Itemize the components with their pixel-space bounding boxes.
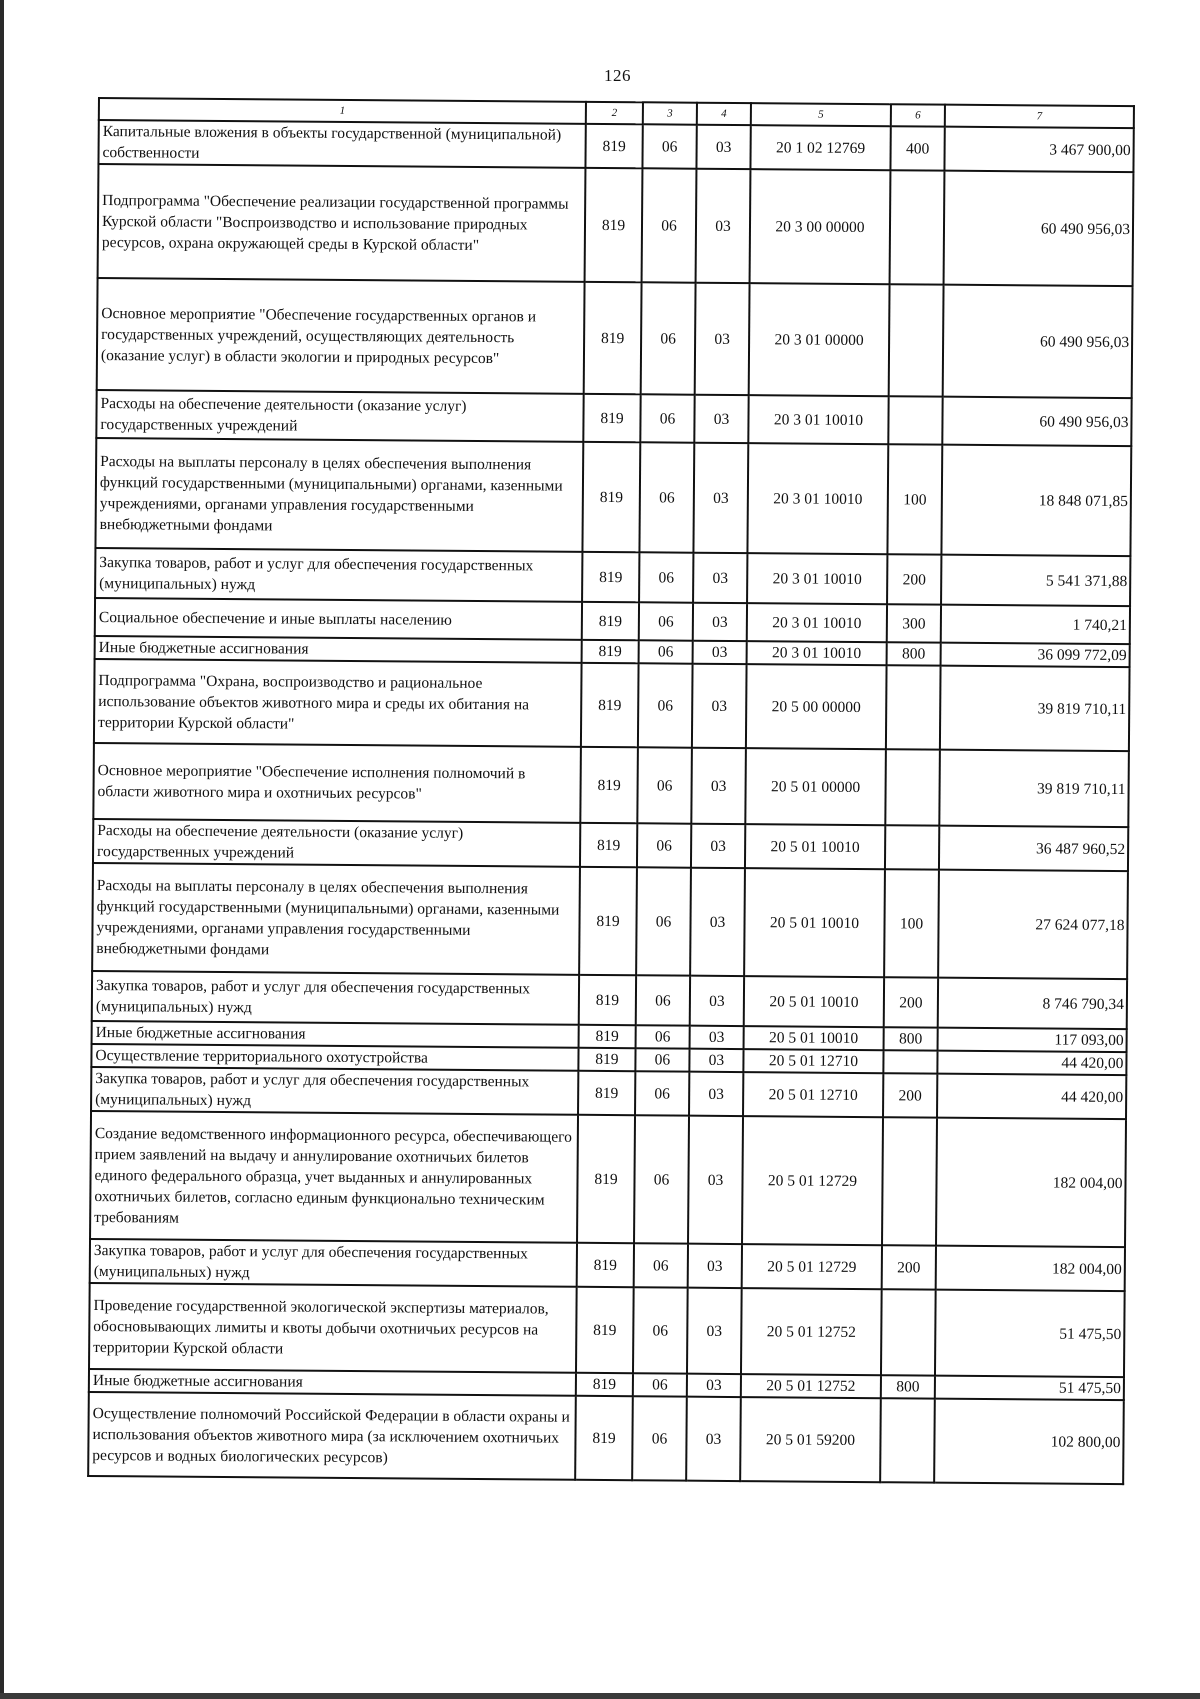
row-subsection-cell: 03: [693, 443, 748, 553]
row-code-cell: 819: [579, 867, 637, 975]
row-code-cell: 819: [585, 168, 643, 282]
row-amount-cell: 182 004,00: [936, 1118, 1126, 1247]
column-header: 1: [99, 98, 586, 124]
row-expense-type-cell: 100: [887, 444, 942, 554]
row-amount-cell: 18 848 071,85: [941, 445, 1131, 556]
row-subsection-cell: 03: [691, 748, 746, 824]
row-section-cell: 06: [638, 663, 693, 747]
row-amount-cell: 27 624 077,18: [938, 870, 1128, 979]
table-row: [97, 278, 1133, 398]
row-target-cell: 20 3 01 10010: [747, 553, 887, 604]
row-target-cell: 20 3 01 10010: [747, 603, 887, 642]
column-header: 5: [751, 103, 891, 126]
scan-edge-left: [0, 0, 4, 1699]
row-subsection-cell: 03: [686, 1397, 741, 1481]
row-name-cell: Расходы на обеспечение деятельности (оказание услуг) государственных учреждений: [93, 819, 580, 867]
row-target-cell: 20 3 01 10010: [747, 641, 887, 665]
row-subsection-cell: 03: [687, 1374, 741, 1397]
row-expense-type-cell: [885, 825, 939, 869]
row-code-cell: 819: [575, 1396, 633, 1480]
row-code-cell: 819: [582, 552, 639, 602]
row-expense-type-cell: 800: [887, 642, 941, 665]
row-amount-cell: 36 487 960,52: [939, 826, 1128, 871]
row-expense-type-cell: 800: [881, 1375, 935, 1398]
row-expense-type-cell: 800: [884, 1027, 938, 1050]
row-target-cell: 20 3 00 00000: [750, 169, 891, 284]
row-code-cell: 819: [582, 442, 640, 552]
row-name-cell: Капитальные вложения в объекты государственной (муниципальной) собственности: [98, 120, 585, 168]
row-code-cell: 819: [577, 1115, 635, 1243]
row-expense-type-cell: [883, 1050, 937, 1073]
table-row: [92, 971, 1127, 1029]
row-subsection-cell: 03: [691, 824, 745, 868]
row-section-cell: 06: [632, 1396, 687, 1480]
row-section-cell: 06: [639, 602, 693, 640]
table-row: [90, 1111, 1126, 1247]
budget-table: [87, 97, 1135, 1485]
row-subsection-cell: 03: [696, 125, 750, 169]
row-target-cell: 20 5 01 00000: [745, 748, 886, 825]
row-target-cell: 20 5 01 12752: [741, 1374, 881, 1398]
row-subsection-cell: 03: [689, 1049, 743, 1072]
row-expense-type-cell: [880, 1398, 935, 1482]
page-number: 126: [604, 66, 631, 85]
row-target-cell: 20 5 00 00000: [746, 664, 887, 749]
row-section-cell: 06: [639, 442, 694, 552]
row-expense-type-cell: [890, 170, 945, 284]
row-subsection-cell: 03: [696, 169, 751, 283]
row-expense-type-cell: [886, 665, 941, 749]
row-amount-cell: 39 819 710,11: [940, 666, 1130, 751]
row-expense-type-cell: 200: [884, 977, 938, 1027]
row-amount-cell: 44 420,00: [937, 1074, 1126, 1119]
column-header: 4: [697, 103, 751, 125]
row-section-cell: 06: [636, 1025, 690, 1048]
row-section-cell: 06: [641, 282, 696, 394]
row-amount-cell: 51 475,50: [935, 1290, 1125, 1377]
row-amount-cell: 36 099 772,09: [941, 643, 1130, 667]
row-target-cell: 20 5 01 10010: [744, 1026, 884, 1050]
row-subsection-cell: 03: [694, 395, 748, 443]
row-section-cell: 06: [635, 1071, 689, 1115]
row-target-cell: 20 3 01 10010: [748, 395, 888, 444]
table-row: [95, 438, 1131, 556]
row-name-cell: Закупка товаров, работ и услуг для обеспечения государственных (муниципальных) нужд: [92, 971, 579, 1025]
row-amount-cell: 182 004,00: [936, 1246, 1125, 1291]
row-expense-type-cell: 300: [887, 604, 941, 642]
column-header: 2: [586, 102, 643, 124]
row-section-cell: 06: [633, 1287, 688, 1373]
table-row: [88, 1392, 1124, 1484]
row-amount-cell: 60 490 956,03: [942, 397, 1131, 446]
column-header: 6: [891, 104, 945, 126]
row-target-cell: 20 5 01 12710: [743, 1072, 883, 1117]
row-section-cell: 06: [639, 640, 693, 663]
row-expense-type-cell: 200: [883, 1073, 937, 1117]
table-row: [93, 743, 1129, 827]
row-amount-cell: 60 490 956,03: [943, 285, 1133, 398]
row-subsection-cell: 03: [687, 1288, 742, 1374]
row-subsection-cell: 03: [690, 868, 745, 976]
row-amount-cell: 5 541 371,88: [941, 555, 1130, 606]
table-row: [96, 390, 1131, 446]
row-code-cell: 819: [578, 1071, 635, 1115]
row-name-cell: Проведение государственной экологической экспертизы материалов, обосновывающих лимиты и квоты добычи охотничьих ресурсов на территории Курской области: [89, 1283, 577, 1373]
row-code-cell: 819: [577, 1243, 634, 1287]
table-row: [92, 863, 1128, 979]
row-target-cell: 20 5 01 12729: [742, 1244, 882, 1289]
row-target-cell: 20 3 01 00000: [749, 283, 890, 396]
row-name-cell: Закупка товаров, работ и услуг для обеспечения государственных (муниципальных) нужд: [90, 1239, 577, 1287]
row-name-cell: Осуществление территориального охотустройства: [91, 1044, 578, 1071]
table-row: [98, 164, 1134, 286]
row-expense-type-cell: [888, 396, 942, 444]
row-section-cell: 06: [635, 1048, 689, 1071]
row-code-cell: 819: [585, 124, 642, 168]
row-target-cell: 20 5 01 10010: [744, 868, 885, 977]
row-expense-type-cell: 200: [882, 1245, 936, 1289]
row-subsection-cell: 03: [693, 603, 747, 641]
row-target-cell: 20 5 01 12729: [742, 1116, 883, 1245]
row-section-cell: 06: [642, 168, 697, 282]
row-code-cell: 819: [578, 1048, 635, 1071]
row-name-cell: Иные бюджетные ассигнования: [95, 636, 582, 663]
row-expense-type-cell: 200: [887, 554, 941, 604]
row-target-cell: 20 1 02 12769: [750, 125, 890, 170]
row-target-cell: 20 3 01 10010: [747, 443, 888, 554]
row-expense-type-cell: [889, 284, 944, 396]
column-header: 3: [643, 102, 697, 124]
row-code-cell: 819: [576, 1373, 633, 1396]
row-name-cell: Основное мероприятие "Обеспечение исполнения полномочий в области животного мира и охотничьих ресурсов": [93, 743, 581, 823]
row-section-cell: 06: [639, 552, 693, 602]
row-code-cell: 819: [582, 640, 639, 663]
row-amount-cell: 117 093,00: [938, 1028, 1127, 1052]
table-row: [94, 659, 1130, 751]
column-header: 7: [945, 105, 1134, 128]
row-subsection-cell: 03: [695, 283, 750, 395]
row-code-cell: 819: [579, 975, 636, 1025]
row-name-cell: Создание ведомственного информационного ресурса, обеспечивающего прием заявлений на выдачу и аннулирование охотничьих билетов единого федерального образца, учет выданных и аннулированных охотничьих билетов, согласно единым функционально техническим требованиям: [90, 1111, 578, 1243]
row-code-cell: 819: [581, 663, 639, 747]
row-section-cell: 06: [636, 975, 690, 1025]
row-amount-cell: 60 490 956,03: [944, 171, 1134, 286]
row-target-cell: 20 5 01 10010: [745, 824, 885, 869]
row-expense-type-cell: [882, 1117, 937, 1245]
row-expense-type-cell: 400: [890, 126, 944, 170]
row-expense-type-cell: [885, 749, 940, 825]
row-expense-type-cell: 100: [884, 869, 939, 977]
row-expense-type-cell: [881, 1289, 936, 1375]
row-section-cell: 06: [634, 1115, 689, 1243]
row-amount-cell: 51 475,50: [935, 1376, 1124, 1400]
row-name-cell: Расходы на обеспечение деятельности (оказание услуг) государственных учреждений: [96, 390, 583, 442]
row-name-cell: Основное мероприятие "Обеспечение государственных органов и государственных учреждений, осуществляющих деятельность (оказание услуг) в области экологии и природных ресурсов": [97, 278, 585, 394]
row-subsection-cell: 03: [690, 1026, 744, 1049]
row-name-cell: Расходы на выплаты персоналу в целях обеспечения выполнения функций государственными (муниципальными) органами, казенными учреждениями, органами управления государственными внебюджетными фондами: [95, 438, 583, 552]
row-code-cell: 819: [583, 394, 640, 442]
row-subsection-cell: 03: [688, 1116, 743, 1244]
row-section-cell: 06: [637, 747, 692, 823]
row-name-cell: Иные бюджетные ассигнования: [92, 1021, 579, 1048]
row-name-cell: Социальное обеспечение и иные выплаты населению: [95, 598, 582, 640]
row-name-cell: Подпрограмма "Охрана, воспроизводство и рациональное использование объектов животного мира и среды их обитания на территории Курской области": [94, 659, 582, 747]
row-code-cell: 819: [584, 282, 642, 394]
table-row: [89, 1283, 1125, 1377]
scan-edge-bottom: [0, 1693, 1200, 1699]
row-code-cell: 819: [582, 602, 639, 640]
row-target-cell: 20 5 01 10010: [744, 976, 884, 1027]
row-amount-cell: 44 420,00: [937, 1051, 1126, 1075]
row-target-cell: 20 5 01 59200: [740, 1397, 881, 1482]
row-code-cell: 819: [580, 747, 638, 823]
row-section-cell: 06: [640, 394, 694, 442]
row-subsection-cell: 03: [689, 1072, 743, 1116]
row-target-cell: 20 5 01 12710: [743, 1049, 883, 1073]
row-amount-cell: 1 740,21: [941, 605, 1130, 644]
row-name-cell: Закупка товаров, работ и услуг для обеспечения государственных (муниципальных) нужд: [91, 1067, 578, 1115]
row-name-cell: Закупка товаров, работ и услуг для обеспечения государственных (муниципальных) нужд: [95, 548, 582, 602]
row-subsection-cell: 03: [690, 976, 744, 1026]
row-target-cell: 20 5 01 12752: [741, 1288, 882, 1375]
row-subsection-cell: 03: [688, 1244, 742, 1288]
row-amount-cell: 102 800,00: [934, 1399, 1124, 1484]
row-amount-cell: 3 467 900,00: [944, 127, 1133, 172]
row-section-cell: 06: [636, 867, 691, 975]
row-section-cell: 06: [634, 1243, 688, 1287]
row-amount-cell: 39 819 710,11: [939, 750, 1129, 827]
row-name-cell: Расходы на выплаты персоналу в целях обеспечения выполнения функций государственными (муниципальными) органами, казенными учреждениями, органами управления государственными внебюджетными фондами: [92, 863, 580, 975]
row-amount-cell: 8 746 790,34: [938, 978, 1127, 1029]
row-code-cell: 819: [576, 1287, 634, 1373]
row-name-cell: Подпрограмма "Обеспечение реализации государственной программы Курской области "Воспроизводство и использование природных ресурсов, охрана окружающей среды в Курской области": [98, 164, 586, 282]
row-section-cell: 06: [637, 823, 691, 867]
row-code-cell: 819: [580, 823, 637, 867]
table-row: [95, 548, 1130, 606]
row-subsection-cell: 03: [693, 553, 747, 603]
row-name-cell: Иные бюджетные ассигнования: [89, 1369, 576, 1396]
row-subsection-cell: 03: [693, 641, 747, 664]
row-section-cell: 06: [633, 1373, 687, 1396]
row-subsection-cell: 03: [692, 664, 747, 748]
row-section-cell: 06: [642, 124, 696, 168]
row-name-cell: Осуществление полномочий Российской Федерации в области охраны и использования объектов животного мира (за исключением охотничьих ресурсов и водных биологических ресурсов): [88, 1392, 576, 1480]
row-code-cell: 819: [579, 1025, 636, 1048]
